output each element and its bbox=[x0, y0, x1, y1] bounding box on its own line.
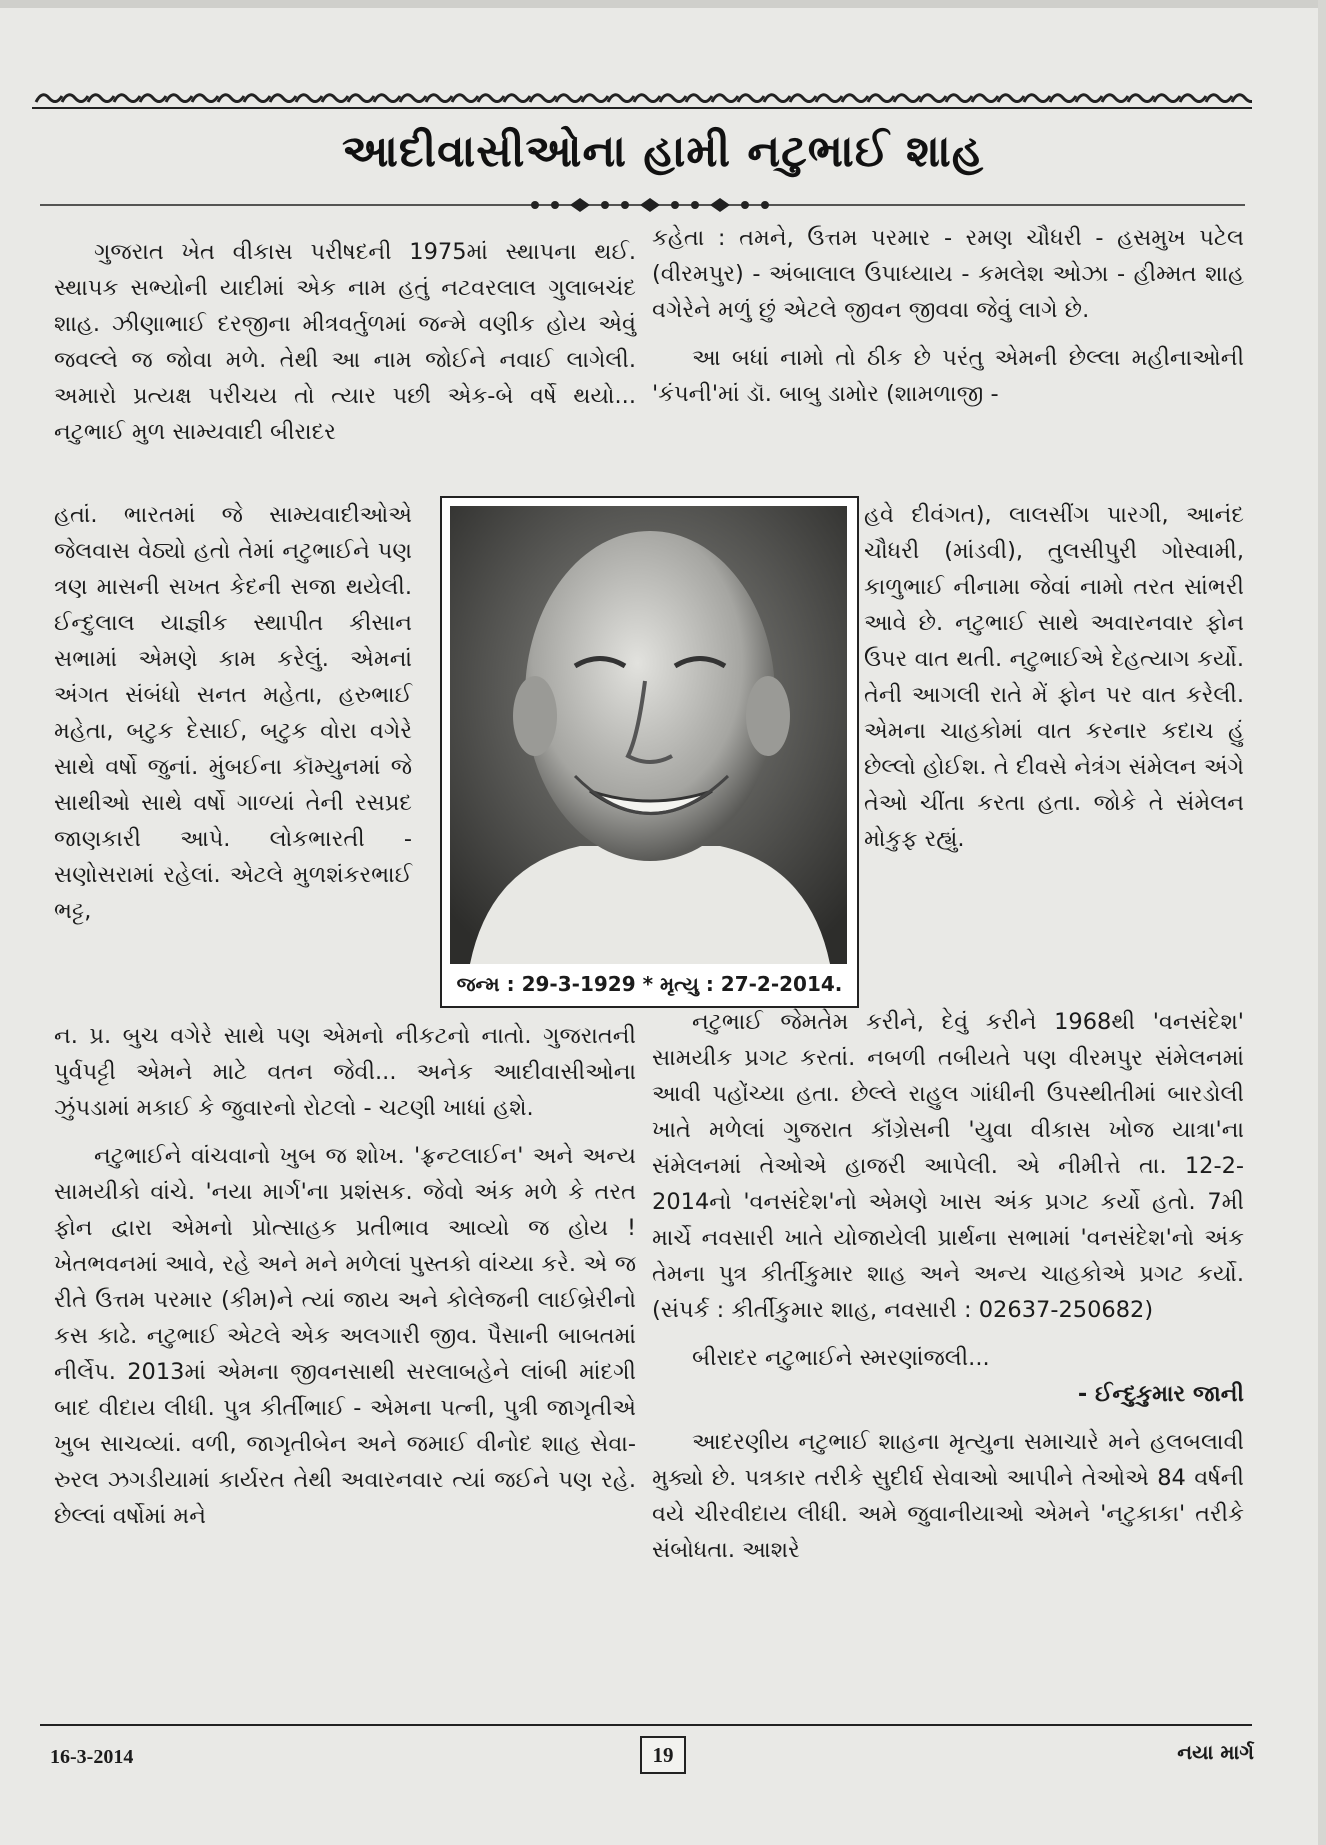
photo-caption: જન્મ : 29-3-1929 * મૃત્યુ : 27-2-2014. bbox=[456, 972, 843, 996]
article-column-right-top bbox=[652, 220, 1244, 412]
paragraph: કહેતા : તમને, ઉત્તમ પરમાર - રમણ ચૌધરી - હસમુખ પટેલ (વીરમપુર) - અંબાલાલ ઉપાધ્યાય - કમલેશ ઓઝા - હીમ્મત શાહ વગેરેને મળું છું એટલે જીવન જીવવા જેવું લાગે છે. bbox=[652, 225, 1244, 323]
article-column-left-top bbox=[54, 234, 636, 450]
paragraph: ગુજરાત ખેત વીકાસ પરીષદની 1975માં સ્થાપના થઈ. સ્થાપક સભ્યોની યાદીમાં એક નામ હતું નટવરલાલ ગુલાબચંદ શાહ. ઝીણાભાઈ દરજીના મીત્રવર્તુળમાં જન્મે વણીક હોય એવું જવલ્લે જ જોવા મળે. તેથી આ નામ જોઈને નવાઈ લાગેલી. અમારો પ્રત્યક્ષ પરીચય તો ત્યાર પછી એક-બે વર્ષે થયો... નટુભાઈ મુળ સામ્યવાદી બીરાદર bbox=[54, 239, 636, 445]
article-column-left-wrap bbox=[54, 497, 412, 929]
article-column-right-bottom bbox=[652, 1004, 1244, 1568]
paragraph: હવે દીવંગત), લાલસીંગ પારગી, આનંદ ચૌધરી (માંડવી), તુલસીપુરી ગોસ્વામી, કાળુભાઈ નીનામા જેવાં નામો તરત સાંભરી આવે છે. નટુભાઈ સાથે અવારનવાર ફોન ઉપર વાત થતી. નટુભાઈએ દેહત્યાગ કર્યો. તેની આગલી રાતે મેં ફોન પર વાત કરેલી. એમના ચાહકોમાં વાત કરનાર કદાચ હું છેલ્લો હોઈશ. તે દીવસે નેત્રંગ સંમેલન અંગે તેઓ ચીંતા કરતા હતા. જોકે તે સંમેલન મોકુફ રહ્યું. bbox=[864, 502, 1244, 852]
scan-edge-right bbox=[1318, 0, 1326, 1845]
paragraph: નટુભાઈ જેમતેમ કરીને, દેવું કરીને 1968થી 'વનસંદેશ' સામયીક પ્રગટ કરતાં. નબળી તબીયતે પણ વીરમપુર સંમેલનમાં આવી પહોંચ્યા હતા. છેલ્લે રાહુલ ગાંધીની ઉપસ્થીતીમાં બારડોલી ખાતે મળેલાં ગુજરાત કૉંગ્રેસની 'યુવા વીકાસ ખોજ યાત્રા'ના સંમેલનમાં તેઓએ હાજરી આપેલી. એ નીમીત્તે તા. 12-2-2014નો 'વનસંદેશ'નો એમણે ખાસ અંક પ્રગટ કર્યો હતો. 7મી માર્ચે નવસારી ખાતે યોજાયેલી પ્રાર્થના સભામાં 'વનસંદેશ'નો અંક તેમના પુત્ર કીર્તીકુમાર શાહ અને અન્ય ચાહકોએ પ્રગટ કર્યો. (સંપર્ક : કીર્તીકુમાર શાહ, નવસારી : 02637-250682) bbox=[652, 1009, 1244, 1323]
paragraph: બીરાદર નટુભાઈને સ્મરણાંજલી... bbox=[692, 1345, 990, 1371]
author-byline: - ઈન્દુકુમાર જાની bbox=[1077, 1381, 1244, 1407]
paragraph: આદરણીય નટુભાઈ શાહના મૃત્યુના સમાચારે મને હલબલાવી મુક્યો છે. પત્રકાર તરીકે સુદીર્ઘ સેવાઓ આપીને તેઓએ 84 વર્ષની વયે ચીરવીદાય લીધી. અમે જુવાનીયાઓ એમને 'નટુકાકા' તરીકે સંબોધતા. આશરે bbox=[652, 1429, 1244, 1563]
portrait-photo-frame bbox=[440, 496, 859, 1008]
title-ornament-rule bbox=[40, 190, 1245, 220]
article-column-right-wrap bbox=[864, 497, 1244, 857]
paragraph: હતાં. ભારતમાં જે સામ્યવાદીઓએ જેલવાસ વેઠ્યો હતો તેમાં નટુભાઈને પણ ત્રણ માસની સખત કેદની સજા થયેલી. ઈન્દુલાલ યાજ્ઞીક સ્થાપીત કીસાન સભામાં એમણે કામ કરેલું. એમનાં અંગત સંબંધો સનત મહેતા, હરુભાઈ મહેતા, બટુક દેસાઈ, બટુક વોરા વગેરે સાથે વર્ષો જુનાં. મુંબઈના કૉમ્યુનમાં જે સાથીઓ સાથે વર્ષો ગાળ્યાં તેની રસપ્રદ જાણકારી આપે. લોકભારતી - સણોસરામાં રહેલાં. એટલે મુળશંકરભાઈ ભટ્ટ, bbox=[54, 502, 412, 924]
decorative-border bbox=[32, 88, 1252, 114]
issue-date: 16-3-2014 bbox=[50, 1746, 134, 1768]
paragraph: આ બધાં નામો તો ઠીક છે પરંતુ એમની છેલ્લા મહીનાઓની 'કંપની'માં ડૉ. બાબુ ડામોર (શામળાજી - bbox=[652, 345, 1244, 407]
portrait-photo bbox=[450, 506, 847, 964]
page-number: 19 bbox=[640, 1736, 686, 1774]
footer-rule bbox=[40, 1724, 1252, 1726]
scan-edge bbox=[0, 0, 1326, 8]
article-title: આદીવાસીઓના હામી નટુભાઈ શાહ bbox=[341, 126, 985, 177]
paragraph: ન. પ્ર. બુચ વગેરે સાથે પણ એમનો નીકટનો નાતો. ગુજરાતની પુર્વપટ્ટી એમને માટે વતન જેવી... અનેક આદીવાસીઓના ઝુંપડામાં મકાઈ કે જુવારનો રોટલો - ચટણી ખાધાં હશે. bbox=[54, 1023, 636, 1121]
article-column-left-bottom bbox=[54, 1018, 636, 1534]
magazine-name: નયા માર્ગ bbox=[1177, 1740, 1254, 1764]
paragraph: નટુભાઈને વાંચવાનો ખુબ જ શોખ. 'ફ્રન્ટલાઈન' અને અન્ય સામયીકો વાંચે. 'નયા માર્ગ'ના પ્રશંસક. જેવો અંક મળે કે તરત ફોન દ્વારા એમનો પ્રોત્સાહક પ્રતીભાવ આવ્યો જ હોય ! ખેતભવનમાં આવે, રહે અને મને મળેલાં પુસ્તકો વાંચ્યા કરે. એ જ રીતે ઉત્તમ પરમાર (કીમ)ને ત્યાં જાય અને કોલેજની લાઈબ્રેરીનો કસ કાઢે. નટુભાઈ એટલે એક અલગારી જીવ. પૈસાની બાબતમાં નીર્લેપ. 2013માં એમના જીવનસાથી સરલાબહેને લાંબી માંદગી બાદ વીદાય લીધી. પુત્ર કીર્તીભાઈ - એમના પત્ની, પુત્રી જાગૃતીએ ખુબ સાચવ્યાં. વળી, જાગૃતીબેન અને જમાઈ વીનોદ શાહ સેવા-રુરલ ઝગડીયામાં કાર્યરત તેથી અવારનવાર ત્યાં જઈને પણ રહે. છેલ્લાં વર્ષોમાં મને bbox=[54, 1143, 636, 1529]
